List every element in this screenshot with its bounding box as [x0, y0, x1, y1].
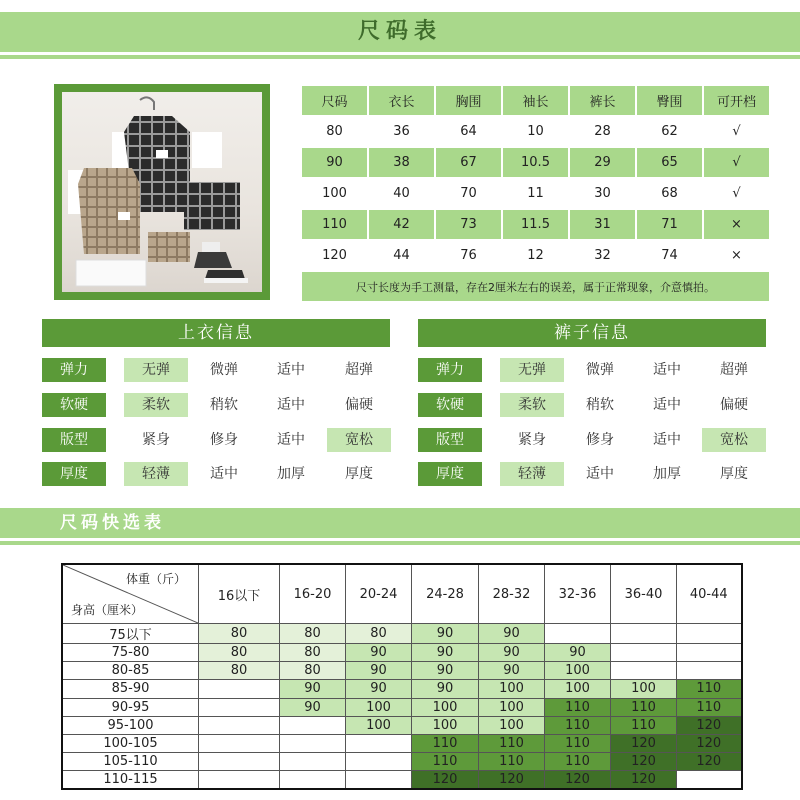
recommended-size-cell: 120 [412, 771, 479, 789]
size-table-header [302, 86, 769, 115]
recommended-size-cell: 90 [479, 624, 545, 644]
top-option: 柔软 [124, 393, 188, 417]
weight-column-header: 20-24 [346, 564, 412, 624]
recommended-size-cell: 90 [479, 644, 545, 662]
header-cell: 尺码 [302, 86, 367, 115]
recommended-size-cell: 90 [346, 662, 412, 680]
size-cell: 90 [302, 148, 367, 177]
recommended-size-cell [199, 680, 280, 698]
recommended-size-cell: 110 [677, 698, 742, 716]
size-cell: 70 [436, 179, 501, 208]
pants-option: 微弹 [586, 362, 614, 378]
recommended-size-cell: 90 [280, 698, 346, 716]
recommended-size-cell: 100 [545, 680, 611, 698]
size-cell: × [704, 241, 769, 270]
pants-attr-label: 软硬 [418, 393, 482, 417]
weight-column-header: 40-44 [677, 564, 742, 624]
top-option: 修身 [210, 432, 238, 448]
height-row-label: 85-90 [62, 680, 199, 698]
recommended-size-cell: 110 [611, 698, 677, 716]
height-row-label: 105-110 [62, 753, 199, 771]
recommended-size-cell [280, 753, 346, 771]
pants-option: 适中 [653, 397, 681, 413]
corner-cell [62, 564, 199, 624]
recommended-size-cell: 120 [677, 716, 742, 734]
top-option: 无弹 [124, 358, 188, 382]
recommended-size-cell: 110 [545, 698, 611, 716]
recommended-size-cell [677, 662, 742, 680]
recommended-size-cell: 90 [412, 662, 479, 680]
top-option: 适中 [277, 432, 305, 448]
weight-column-header: 32-36 [545, 564, 611, 624]
product-photo [54, 84, 270, 300]
recommended-size-cell [280, 734, 346, 752]
top-option: 适中 [277, 362, 305, 378]
page-title: 尺码表 [357, 19, 442, 44]
recommended-size-cell: 100 [346, 716, 412, 734]
top-attr-label: 软硬 [42, 393, 106, 417]
recommended-size-cell [199, 734, 280, 752]
size-cell: 30 [570, 179, 635, 208]
recommended-size-cell: 100 [412, 698, 479, 716]
table-row [62, 698, 742, 716]
recommended-size-cell: 110 [545, 734, 611, 752]
measurement-note: 尺寸长度为手工测量，存在2厘米左右的误差，属于正常现象，介意慎拍。 [302, 272, 769, 301]
recommended-size-cell: 120 [611, 753, 677, 771]
recommended-size-cell [611, 662, 677, 680]
size-cell: 67 [436, 148, 501, 177]
size-cell: 120 [302, 241, 367, 270]
table-row [302, 117, 769, 146]
recommended-size-cell: 80 [280, 624, 346, 644]
recommended-size-cell: 80 [199, 662, 280, 680]
recommended-size-cell: 90 [280, 680, 346, 698]
recommended-size-cell [677, 644, 742, 662]
pants-option: 稍软 [586, 397, 614, 413]
table-row [62, 624, 742, 644]
size-cell: √ [704, 148, 769, 177]
table-row [62, 716, 742, 734]
top-option: 宽松 [327, 428, 391, 452]
size-cell: 10 [503, 117, 568, 146]
table-row [62, 734, 742, 752]
size-cell: 65 [637, 148, 702, 177]
size-cell: 32 [570, 241, 635, 270]
top-option: 稍软 [210, 397, 238, 413]
top-option: 微弹 [210, 362, 238, 378]
recommended-size-cell [199, 716, 280, 734]
pants-option: 轻薄 [500, 462, 564, 486]
recommended-size-cell [545, 624, 611, 644]
table-row [62, 662, 742, 680]
title-divider [0, 55, 800, 59]
product-photo-image [62, 92, 262, 292]
recommended-size-cell: 100 [611, 680, 677, 698]
recommended-size-cell: 90 [346, 644, 412, 662]
recommended-size-cell [611, 624, 677, 644]
recommended-size-cell: 110 [677, 680, 742, 698]
height-row-label: 95-100 [62, 716, 199, 734]
pants-option: 厚度 [720, 466, 748, 482]
size-cell: 73 [436, 210, 501, 239]
size-cell: 71 [637, 210, 702, 239]
recommended-size-cell: 90 [412, 624, 479, 644]
size-cell: 36 [369, 117, 434, 146]
recommended-size-cell [611, 644, 677, 662]
recommended-size-cell: 110 [412, 753, 479, 771]
header-cell: 裤长 [570, 86, 635, 115]
pants-option: 适中 [653, 362, 681, 378]
recommended-size-cell: 80 [199, 644, 280, 662]
top-option: 厚度 [345, 466, 373, 482]
header-cell: 袖长 [503, 86, 568, 115]
recommended-size-cell: 90 [412, 644, 479, 662]
top-option: 偏硬 [345, 397, 373, 413]
size-cell: 100 [302, 179, 367, 208]
outfit-illustration [62, 92, 262, 292]
size-cell: 44 [369, 241, 434, 270]
table-row [62, 644, 742, 662]
pants-option: 柔软 [500, 393, 564, 417]
recommended-size-cell: 100 [346, 698, 412, 716]
recommended-size-cell: 100 [412, 716, 479, 734]
recommended-size-cell: 110 [479, 753, 545, 771]
table-row [302, 272, 769, 301]
pants-attr-label: 弹力 [418, 358, 482, 382]
size-cell: 80 [302, 117, 367, 146]
size-cell: 40 [369, 179, 434, 208]
table-row [62, 771, 742, 789]
recommended-size-cell: 110 [611, 716, 677, 734]
recommended-size-cell: 90 [412, 680, 479, 698]
size-cell: 11 [503, 179, 568, 208]
height-axis-label: 身高（厘米） [71, 603, 144, 617]
height-row-label: 110-115 [62, 771, 199, 789]
top-option: 紧身 [142, 432, 170, 448]
weight-axis-label: 体重（斤） [125, 572, 186, 586]
weight-column-header: 36-40 [611, 564, 677, 624]
recommended-size-cell [199, 753, 280, 771]
height-row-label: 75-80 [62, 644, 199, 662]
table-row [302, 210, 769, 239]
quick-select-title: 尺码快选表 [60, 513, 165, 533]
recommended-size-cell: 80 [346, 624, 412, 644]
recommended-size-cell: 120 [611, 734, 677, 752]
pants-option: 修身 [586, 432, 614, 448]
size-cell: 11.5 [503, 210, 568, 239]
top-info-title: 上衣信息 [42, 319, 390, 347]
recommended-size-cell: 100 [479, 698, 545, 716]
quick-select-header [62, 564, 742, 624]
height-row-label: 80-85 [62, 662, 199, 680]
weight-column-header: 16以下 [199, 564, 280, 624]
pants-option: 超弹 [720, 362, 748, 378]
top-attr-label: 版型 [42, 428, 106, 452]
recommended-size-cell: 80 [199, 624, 280, 644]
recommended-size-cell [346, 771, 412, 789]
top-option: 加厚 [277, 466, 305, 482]
weight-column-header: 24-28 [412, 564, 479, 624]
size-cell: 76 [436, 241, 501, 270]
recommended-size-cell [346, 734, 412, 752]
quick-select-band [0, 508, 800, 538]
height-row-label: 90-95 [62, 698, 199, 716]
header-cell: 胸围 [436, 86, 501, 115]
recommended-size-cell: 110 [412, 734, 479, 752]
recommended-size-cell: 120 [611, 771, 677, 789]
top-option: 轻薄 [124, 462, 188, 486]
table-row [62, 680, 742, 698]
pants-info-title: 裤子信息 [418, 319, 766, 347]
pants-option: 无弹 [500, 358, 564, 382]
size-cell: 12 [503, 241, 568, 270]
recommended-size-cell [677, 771, 742, 789]
size-cell: 62 [637, 117, 702, 146]
recommended-size-cell: 100 [479, 716, 545, 734]
table-row [302, 179, 769, 208]
header-cell: 衣长 [369, 86, 434, 115]
recommended-size-cell [199, 698, 280, 716]
pants-option: 紧身 [518, 432, 546, 448]
pants-option: 偏硬 [720, 397, 748, 413]
recommended-size-cell [346, 753, 412, 771]
top-attr-label: 厚度 [42, 462, 106, 486]
recommended-size-cell: 110 [545, 753, 611, 771]
top-option: 超弹 [345, 362, 373, 378]
pants-option: 适中 [586, 466, 614, 482]
table-row [302, 241, 769, 270]
table-row [302, 148, 769, 177]
title-band [0, 12, 800, 52]
weight-column-header: 16-20 [280, 564, 346, 624]
quick-select-divider [0, 541, 800, 545]
pants-option: 宽松 [702, 428, 766, 452]
recommended-size-cell: 110 [545, 716, 611, 734]
recommended-size-cell: 80 [280, 644, 346, 662]
size-cell: √ [704, 179, 769, 208]
height-row-label: 100-105 [62, 734, 199, 752]
top-option: 适中 [210, 466, 238, 482]
pants-option: 适中 [653, 432, 681, 448]
size-cell: 31 [570, 210, 635, 239]
size-cell: 38 [369, 148, 434, 177]
size-cell: √ [704, 117, 769, 146]
recommended-size-cell: 120 [677, 753, 742, 771]
pants-attr-label: 版型 [418, 428, 482, 452]
recommended-size-cell [280, 716, 346, 734]
recommended-size-cell: 90 [479, 662, 545, 680]
recommended-size-cell: 120 [545, 771, 611, 789]
size-cell: × [704, 210, 769, 239]
size-cell: 110 [302, 210, 367, 239]
recommended-size-cell: 100 [545, 662, 611, 680]
recommended-size-cell [677, 624, 742, 644]
top-attr-label: 弹力 [42, 358, 106, 382]
recommended-size-cell: 90 [346, 680, 412, 698]
recommended-size-cell: 80 [280, 662, 346, 680]
size-table [300, 84, 771, 303]
recommended-size-cell [199, 771, 280, 789]
size-cell: 74 [637, 241, 702, 270]
weight-column-header: 28-32 [479, 564, 545, 624]
recommended-size-cell: 90 [545, 644, 611, 662]
size-cell: 10.5 [503, 148, 568, 177]
header-cell: 可开档 [704, 86, 769, 115]
size-cell: 64 [436, 117, 501, 146]
header-cell: 臀围 [637, 86, 702, 115]
pants-option: 加厚 [653, 466, 681, 482]
size-cell: 42 [369, 210, 434, 239]
quick-select-table [61, 563, 743, 790]
recommended-size-cell: 100 [479, 680, 545, 698]
pants-attr-label: 厚度 [418, 462, 482, 486]
size-cell: 28 [570, 117, 635, 146]
size-cell: 68 [637, 179, 702, 208]
height-row-label: 75以下 [62, 624, 199, 644]
recommended-size-cell [280, 771, 346, 789]
recommended-size-cell: 110 [479, 734, 545, 752]
size-cell: 29 [570, 148, 635, 177]
recommended-size-cell: 120 [677, 734, 742, 752]
table-row [62, 753, 742, 771]
recommended-size-cell: 120 [479, 771, 545, 789]
top-option: 适中 [277, 397, 305, 413]
